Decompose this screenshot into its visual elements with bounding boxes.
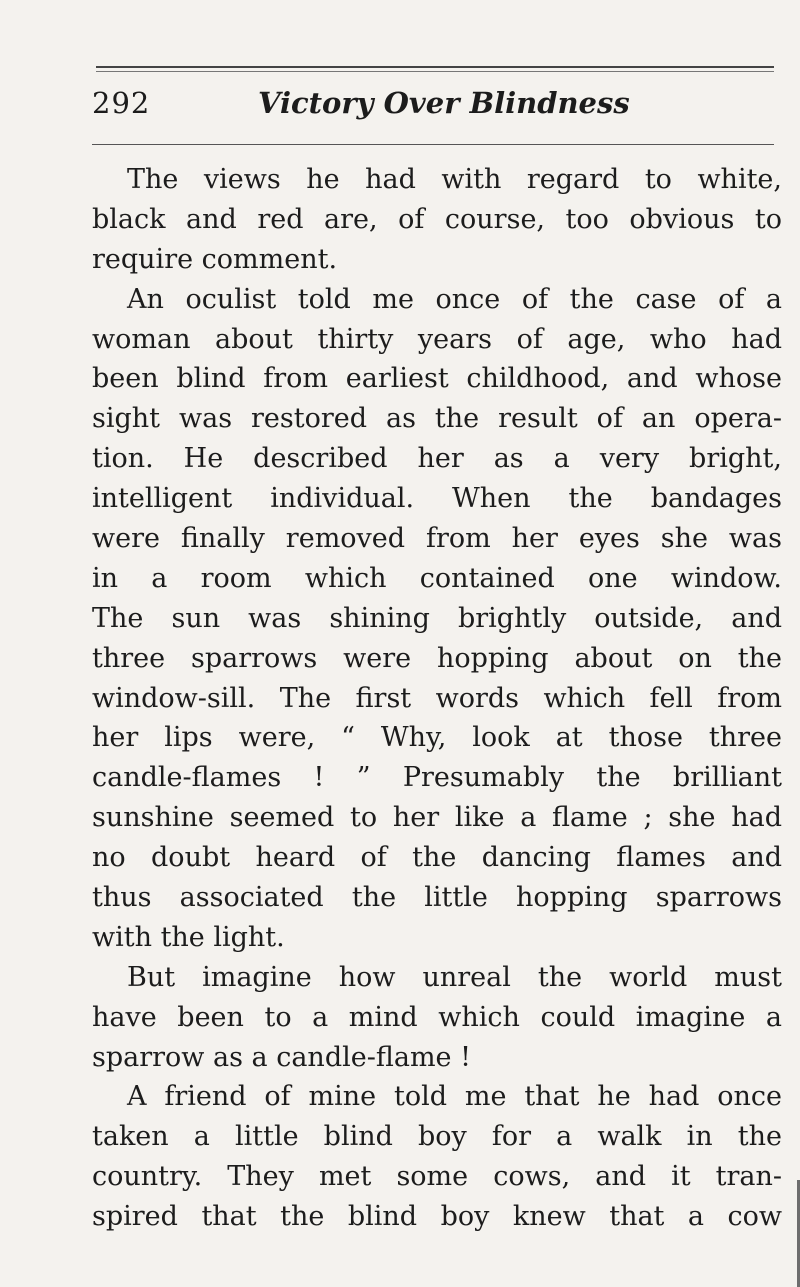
text-line: The sun was shining brightly outside, and	[92, 602, 782, 634]
text-line: woman about thirty years of age, who had	[92, 323, 782, 355]
text-line: sight was restored as the result of an opera-	[92, 403, 782, 435]
text-line: in a room which contained one window.	[92, 562, 782, 594]
text-line: candle-flames ! ” Presumably the brilliant	[92, 762, 782, 794]
text-line: require comment.	[92, 243, 338, 275]
body-text	[92, 160, 782, 1237]
page-number: 292	[92, 86, 151, 120]
running-head	[92, 86, 782, 130]
text-line: sunshine seemed to her like a flame ; she had	[92, 802, 782, 834]
text-line: sparrow as a candle-flame !	[92, 1041, 471, 1073]
text-line: intelligent individual. When the bandages	[92, 483, 782, 515]
top-border-rule-thin	[96, 71, 774, 72]
text-line: no doubt heard of the dancing flames and	[92, 842, 782, 874]
text-line: black and red are, of course, too obvious to	[92, 203, 782, 235]
text-line: three sparrows were hopping about on the	[92, 642, 782, 674]
text-line: been blind from earliest childhood, and whose	[92, 363, 782, 395]
text-line: her lips were, “ Why, look at those three	[92, 722, 782, 754]
text-line: But imagine how unreal the world must	[127, 961, 782, 993]
text-line: A friend of mine told me that he had once	[127, 1081, 782, 1113]
header-rule	[92, 144, 774, 145]
text-line: tion. He described her as a very bright,	[92, 443, 782, 475]
text-line: with the light.	[92, 921, 285, 953]
text-line: spired that the blind boy knew that a cow	[92, 1201, 782, 1233]
text-line: An oculist told me once of the case of a	[127, 283, 782, 315]
text-line: taken a little blind boy for a walk in the	[92, 1121, 782, 1153]
top-border-rule	[96, 66, 774, 68]
text-line: have been to a mind which could imagine a	[92, 1001, 782, 1033]
running-title: Victory Over Blindness	[258, 86, 630, 120]
text-line: country. They met some cows, and it tran-	[92, 1161, 782, 1193]
text-line: window-sill. The first words which fell from	[92, 682, 782, 714]
text-line: thus associated the little hopping sparrows	[92, 882, 782, 914]
text-line: were finally removed from her eyes she was	[92, 523, 782, 555]
text-line: The views he had with regard to white,	[127, 164, 782, 195]
